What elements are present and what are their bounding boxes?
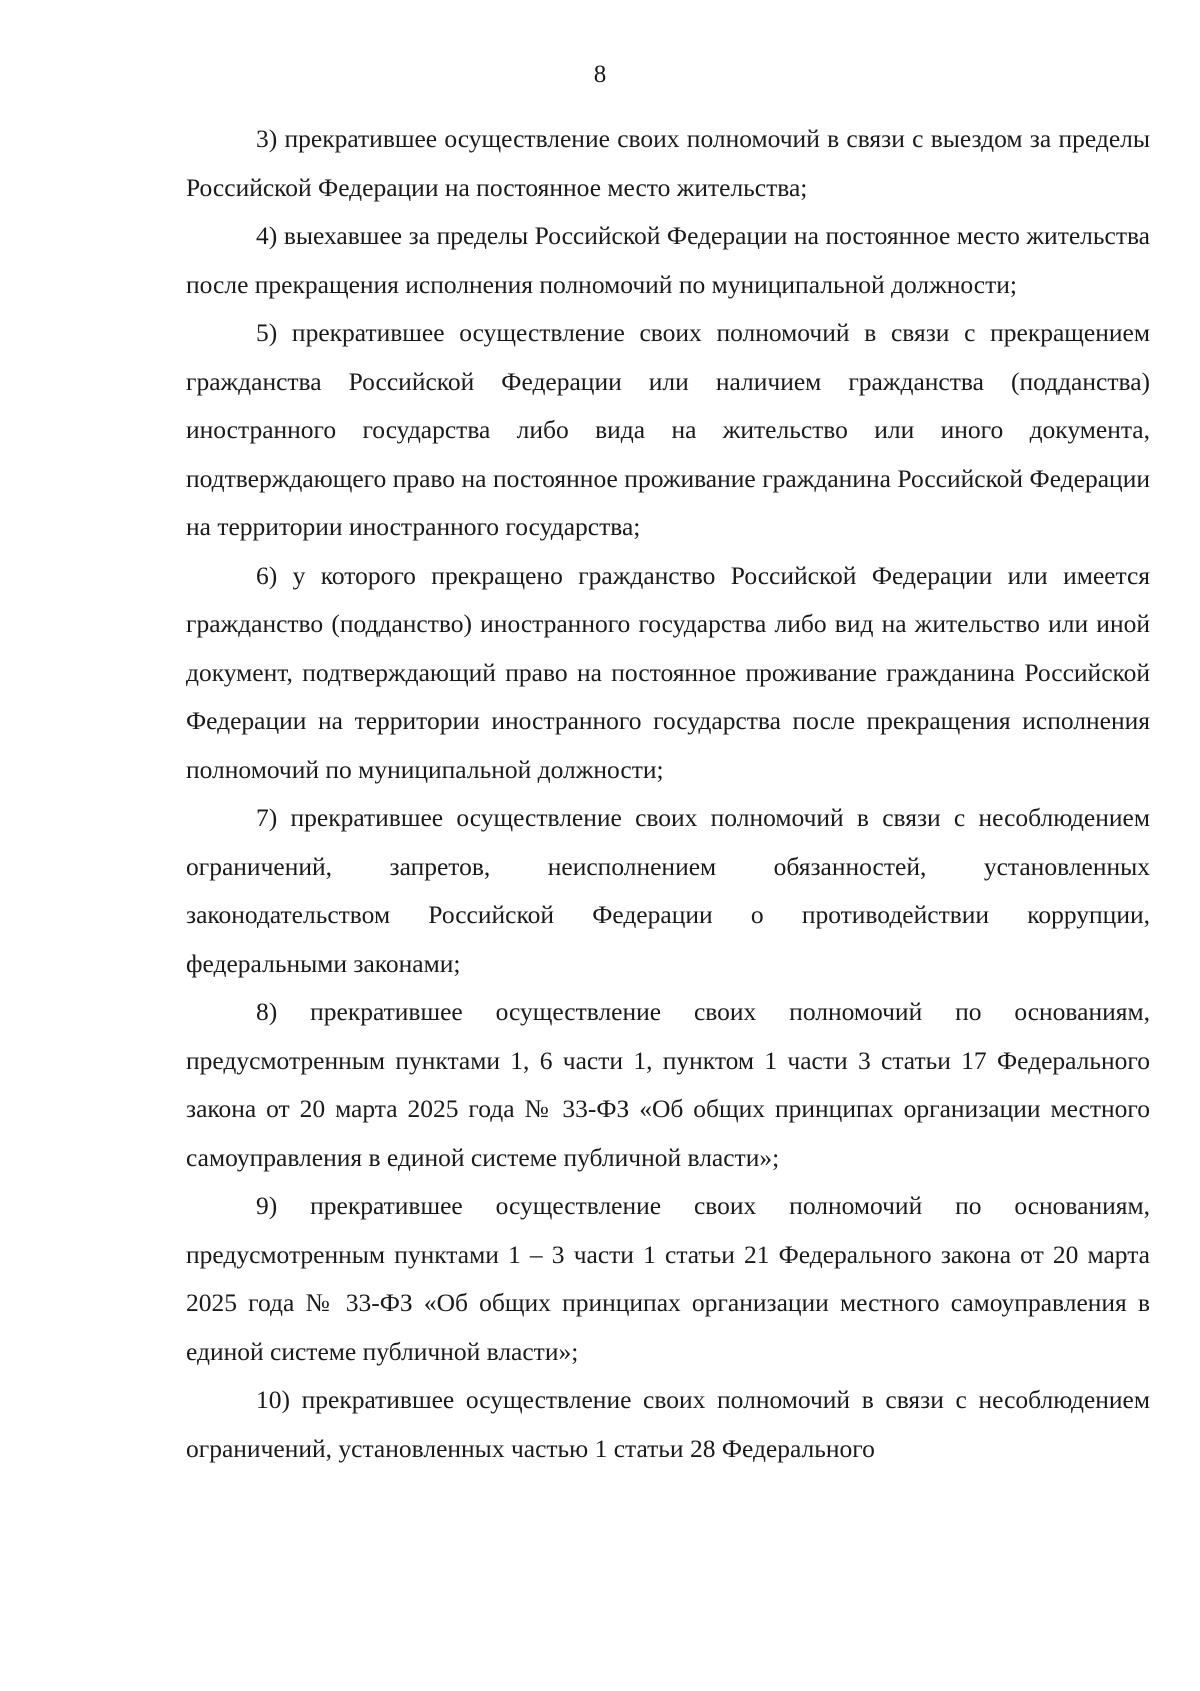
paragraph-item-4: 4) выехавшее за пределы Российской Федерации на постоянное место жительства после прекращения исполнения полномочий по муниципальной должности;	[186, 221, 1150, 299]
page-number: 8	[593, 61, 607, 88]
paragraph-item-7: 7) прекратившее осуществление своих полномочий в связи с несоблюдением ограничений, запретов, неисполнением обязанностей, установленных законодательством Российской Федерации о противодействии коррупции, федеральными законами;	[186, 803, 1150, 978]
document-body	[186, 115, 1150, 1473]
paragraph-item-5: 5) прекратившее осуществление своих полномочий в связи с прекращением гражданства Российской Федерации или наличием гражданства (подданства) иностранного государства либо вида на жительство или иного документа, подтверждающего право на постоянное проживание гражданина Российской Федерации на территории иностранного государства;	[186, 318, 1150, 541]
paragraph-item-8: 8) прекратившее осуществление своих полномочий по основаниям, предусмотренным пунктами 1, 6 части 1, пунктом 1 части 3 статьи 17 Федерального закона от 20 марта 2025 года № 33-ФЗ «Об общих принципах организации местного самоуправления в единой системе публичной власти»;	[186, 997, 1150, 1172]
paragraph-item-10: 10) прекратившее осуществление своих полномочий в связи с несоблюдением ограничений, установленных частью 1 статьи 28 Федерального	[186, 1385, 1150, 1463]
paragraph-item-3: 3) прекратившее осуществление своих полномочий в связи с выездом за пределы Российской Федерации на постоянное место жительства;	[186, 124, 1150, 202]
paragraph-item-9: 9) прекратившее осуществление своих полномочий по основаниям, предусмотренным пунктами 1 – 3 части 1 статьи 21 Федерального закона от 20 марта 2025 года № 33-ФЗ «Об общих принципах организации местного самоуправления в единой системе публичной власти»;	[186, 1191, 1150, 1366]
paragraph-item-6: 6) у которого прекращено гражданство Российской Федерации или имеется гражданство (подданство) иностранного государства либо вид на жительство или иной документ, подтверждающий право на постоянное проживание гражданина Российской Федерации на территории иностранного государства после прекращения исполнения полномочий по муниципальной должности;	[186, 560, 1150, 784]
